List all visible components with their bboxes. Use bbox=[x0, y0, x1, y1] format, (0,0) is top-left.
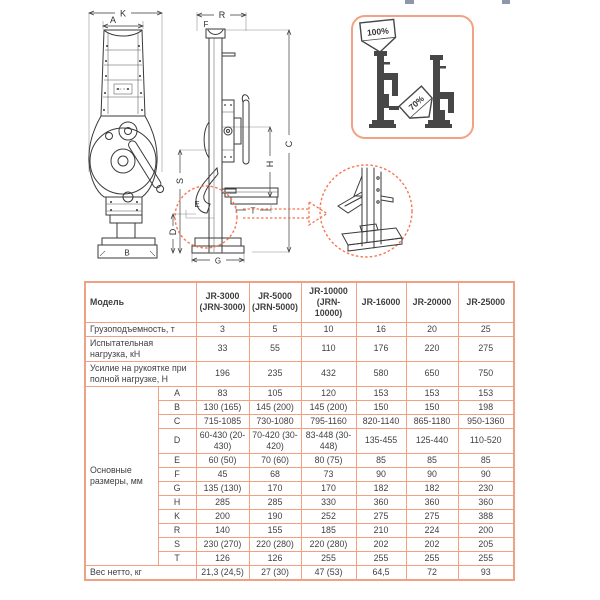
cell: 27 (30) bbox=[249, 565, 301, 579]
cropped-text-fragment bbox=[502, 0, 510, 4]
cell: 83-448 (30-448) bbox=[301, 428, 356, 453]
dim-label-G: G bbox=[214, 256, 222, 266]
cell: 47 (53) bbox=[301, 565, 356, 579]
cell: 64,5 bbox=[356, 565, 406, 579]
cell: 45 bbox=[196, 467, 249, 481]
cell: 5 bbox=[249, 322, 301, 336]
dim-letter: F bbox=[158, 467, 196, 481]
cell: 235 bbox=[249, 361, 301, 386]
cell: 110-520 bbox=[458, 428, 514, 453]
cell: 224 bbox=[406, 523, 458, 537]
cell: 185 bbox=[301, 523, 356, 537]
cell: 90 bbox=[458, 467, 514, 481]
cell: 153 bbox=[406, 386, 458, 400]
cell: 140 bbox=[196, 523, 249, 537]
cell: 220 (280) bbox=[301, 537, 356, 551]
cell: 205 bbox=[458, 537, 514, 551]
cell: 198 bbox=[458, 400, 514, 414]
cell: 865-1180 bbox=[406, 414, 458, 428]
cell: 93 bbox=[458, 565, 514, 579]
dim-label-A: A bbox=[109, 15, 117, 25]
cell: 360 bbox=[406, 495, 458, 509]
cell: 950-1360 bbox=[458, 414, 514, 428]
cell: 650 bbox=[406, 361, 458, 386]
cell: 202 bbox=[356, 537, 406, 551]
dim-letter: R bbox=[158, 523, 196, 537]
cell: 80 (75) bbox=[301, 453, 356, 467]
side-view-drawing bbox=[168, 10, 294, 266]
cell: 285 bbox=[249, 495, 301, 509]
handle-force-row bbox=[85, 361, 514, 386]
cell: 715-1085 bbox=[196, 414, 249, 428]
cell: 73 bbox=[301, 467, 356, 481]
dim-letter: D bbox=[158, 428, 196, 453]
cell: 10 bbox=[301, 322, 356, 336]
dim-letter: K bbox=[158, 509, 196, 523]
cell: 432 bbox=[301, 361, 356, 386]
dim-letter: E bbox=[158, 453, 196, 467]
cell: 153 bbox=[356, 386, 406, 400]
cell: 90 bbox=[406, 467, 458, 481]
dims-group-label: Основные размеры, мм bbox=[85, 386, 158, 565]
cell: 85 bbox=[458, 453, 514, 467]
cell: 130 (165) bbox=[196, 400, 249, 414]
dim-row-A bbox=[85, 386, 514, 400]
cell: 126 bbox=[196, 551, 249, 565]
cell: 60 (50) bbox=[196, 453, 249, 467]
header-row bbox=[85, 282, 514, 322]
cell: 230 (270) bbox=[196, 537, 249, 551]
cell: 70 (60) bbox=[249, 453, 301, 467]
detail-source-circle bbox=[175, 186, 237, 248]
cell: 83 bbox=[196, 386, 249, 400]
cell: 85 bbox=[406, 453, 458, 467]
cell: 190 bbox=[249, 509, 301, 523]
cell: 360 bbox=[356, 495, 406, 509]
cell: 20 bbox=[406, 322, 458, 336]
cell: 155 bbox=[249, 523, 301, 537]
cell: 55 bbox=[249, 336, 301, 361]
capacity-100-label: 100% bbox=[366, 25, 390, 38]
cell: 200 bbox=[458, 523, 514, 537]
cell: 252 bbox=[301, 509, 356, 523]
front-view-drawing bbox=[89, 9, 165, 259]
cell: 255 bbox=[301, 551, 356, 565]
header-model: JR-10000 (JRN-10000) bbox=[301, 282, 356, 322]
cell: 135-455 bbox=[356, 428, 406, 453]
dim-letter: T bbox=[158, 551, 196, 565]
dim-label-H: H bbox=[265, 160, 275, 168]
cell: 196 bbox=[196, 361, 249, 386]
cell: 220 (280) bbox=[249, 537, 301, 551]
cell: 255 bbox=[406, 551, 458, 565]
cell: 255 bbox=[356, 551, 406, 565]
cell: 125-440 bbox=[406, 428, 458, 453]
detail-callout bbox=[175, 165, 412, 257]
row-label: Грузоподъемность, т bbox=[85, 322, 196, 336]
dim-label-B: B bbox=[124, 248, 130, 258]
cell: 182 bbox=[356, 481, 406, 495]
cell: 25 bbox=[458, 322, 514, 336]
cell: 182 bbox=[406, 481, 458, 495]
dim-letter: B bbox=[158, 400, 196, 414]
cell: 330 bbox=[301, 495, 356, 509]
cell: 21,3 (24,5) bbox=[196, 565, 249, 579]
dim-label-R: R bbox=[218, 10, 226, 20]
cell: 70-420 (30-420) bbox=[249, 428, 301, 453]
cell: 68 bbox=[249, 467, 301, 481]
dim-letter: A bbox=[158, 386, 196, 400]
cell: 33 bbox=[196, 336, 249, 361]
dim-letter: H bbox=[158, 495, 196, 509]
cell: 72 bbox=[406, 565, 458, 579]
cropped-text-fragment bbox=[405, 0, 414, 4]
cell: 360 bbox=[458, 495, 514, 509]
cell: 210 bbox=[356, 523, 406, 537]
test-load-row bbox=[85, 336, 514, 361]
cell: 750 bbox=[458, 361, 514, 386]
detail-arrowhead bbox=[309, 202, 327, 225]
row-label: Вес нетто, кг bbox=[85, 565, 196, 579]
dim-label-F: F bbox=[203, 20, 209, 29]
weight-row bbox=[85, 565, 514, 579]
capacity-row bbox=[85, 322, 514, 336]
cell: 150 bbox=[406, 400, 458, 414]
cell: 3 bbox=[196, 322, 249, 336]
spec-table bbox=[84, 281, 515, 581]
cell: 200 bbox=[196, 509, 249, 523]
dim-label-S: S bbox=[175, 177, 185, 185]
cell: 90 bbox=[356, 467, 406, 481]
cell: 388 bbox=[458, 509, 514, 523]
cell: 153 bbox=[458, 386, 514, 400]
dim-letter: S bbox=[158, 537, 196, 551]
capacity-inset bbox=[352, 16, 473, 138]
cell: 60-430 (20-430) bbox=[196, 428, 249, 453]
cell: 202 bbox=[406, 537, 458, 551]
dim-label-K: K bbox=[119, 8, 127, 19]
dim-label-D: D bbox=[168, 228, 178, 236]
header-model-label: Модель bbox=[85, 282, 196, 322]
header-model: JR-3000 (JRN-3000) bbox=[196, 282, 249, 322]
cell: 285 bbox=[196, 495, 249, 509]
cell: 255 bbox=[458, 551, 514, 565]
cell: 176 bbox=[356, 336, 406, 361]
cell: 16 bbox=[356, 322, 406, 336]
spec-table-wrap bbox=[84, 281, 515, 581]
technical-drawing bbox=[0, 0, 600, 278]
cell: 275 bbox=[458, 336, 514, 361]
cell: 135 (130) bbox=[196, 481, 249, 495]
dim-letter: C bbox=[158, 414, 196, 428]
cell: 120 bbox=[301, 386, 356, 400]
cell: 820-1140 bbox=[356, 414, 406, 428]
cell: 145 (200) bbox=[249, 400, 301, 414]
cell: 85 bbox=[356, 453, 406, 467]
dim-label-E: E bbox=[194, 200, 200, 209]
cell: 730-1080 bbox=[249, 414, 301, 428]
row-label: Испытательная нагрузка, кН bbox=[85, 336, 196, 361]
detail-claw-sketch bbox=[338, 168, 402, 251]
header-model: JR-16000 bbox=[356, 282, 406, 322]
capacity-70-label: 70% bbox=[406, 93, 426, 113]
cell: 110 bbox=[301, 336, 356, 361]
cell: 126 bbox=[249, 551, 301, 565]
detail-zoom-circle bbox=[320, 165, 412, 257]
cell: 170 bbox=[301, 481, 356, 495]
dim-label-C: C bbox=[284, 140, 294, 148]
cell: 105 bbox=[249, 386, 301, 400]
dim-letter: G bbox=[158, 481, 196, 495]
cell: 580 bbox=[356, 361, 406, 386]
row-label: Усилие на рукоятке при полной нагрузке, Н bbox=[85, 361, 196, 386]
header-model: JR-20000 bbox=[406, 282, 458, 322]
cell: 795-1160 bbox=[301, 414, 356, 428]
cell: 150 bbox=[356, 400, 406, 414]
cell: 275 bbox=[356, 509, 406, 523]
cell: 230 bbox=[458, 481, 514, 495]
cell: 220 bbox=[406, 336, 458, 361]
cell: 275 bbox=[406, 509, 458, 523]
cell: 145 (200) bbox=[301, 400, 356, 414]
header-model: JR-5000 (JRN-5000) bbox=[249, 282, 301, 322]
dim-label-T: T bbox=[250, 206, 256, 216]
cell: 170 bbox=[249, 481, 301, 495]
header-model: JR-25000 bbox=[458, 282, 514, 322]
